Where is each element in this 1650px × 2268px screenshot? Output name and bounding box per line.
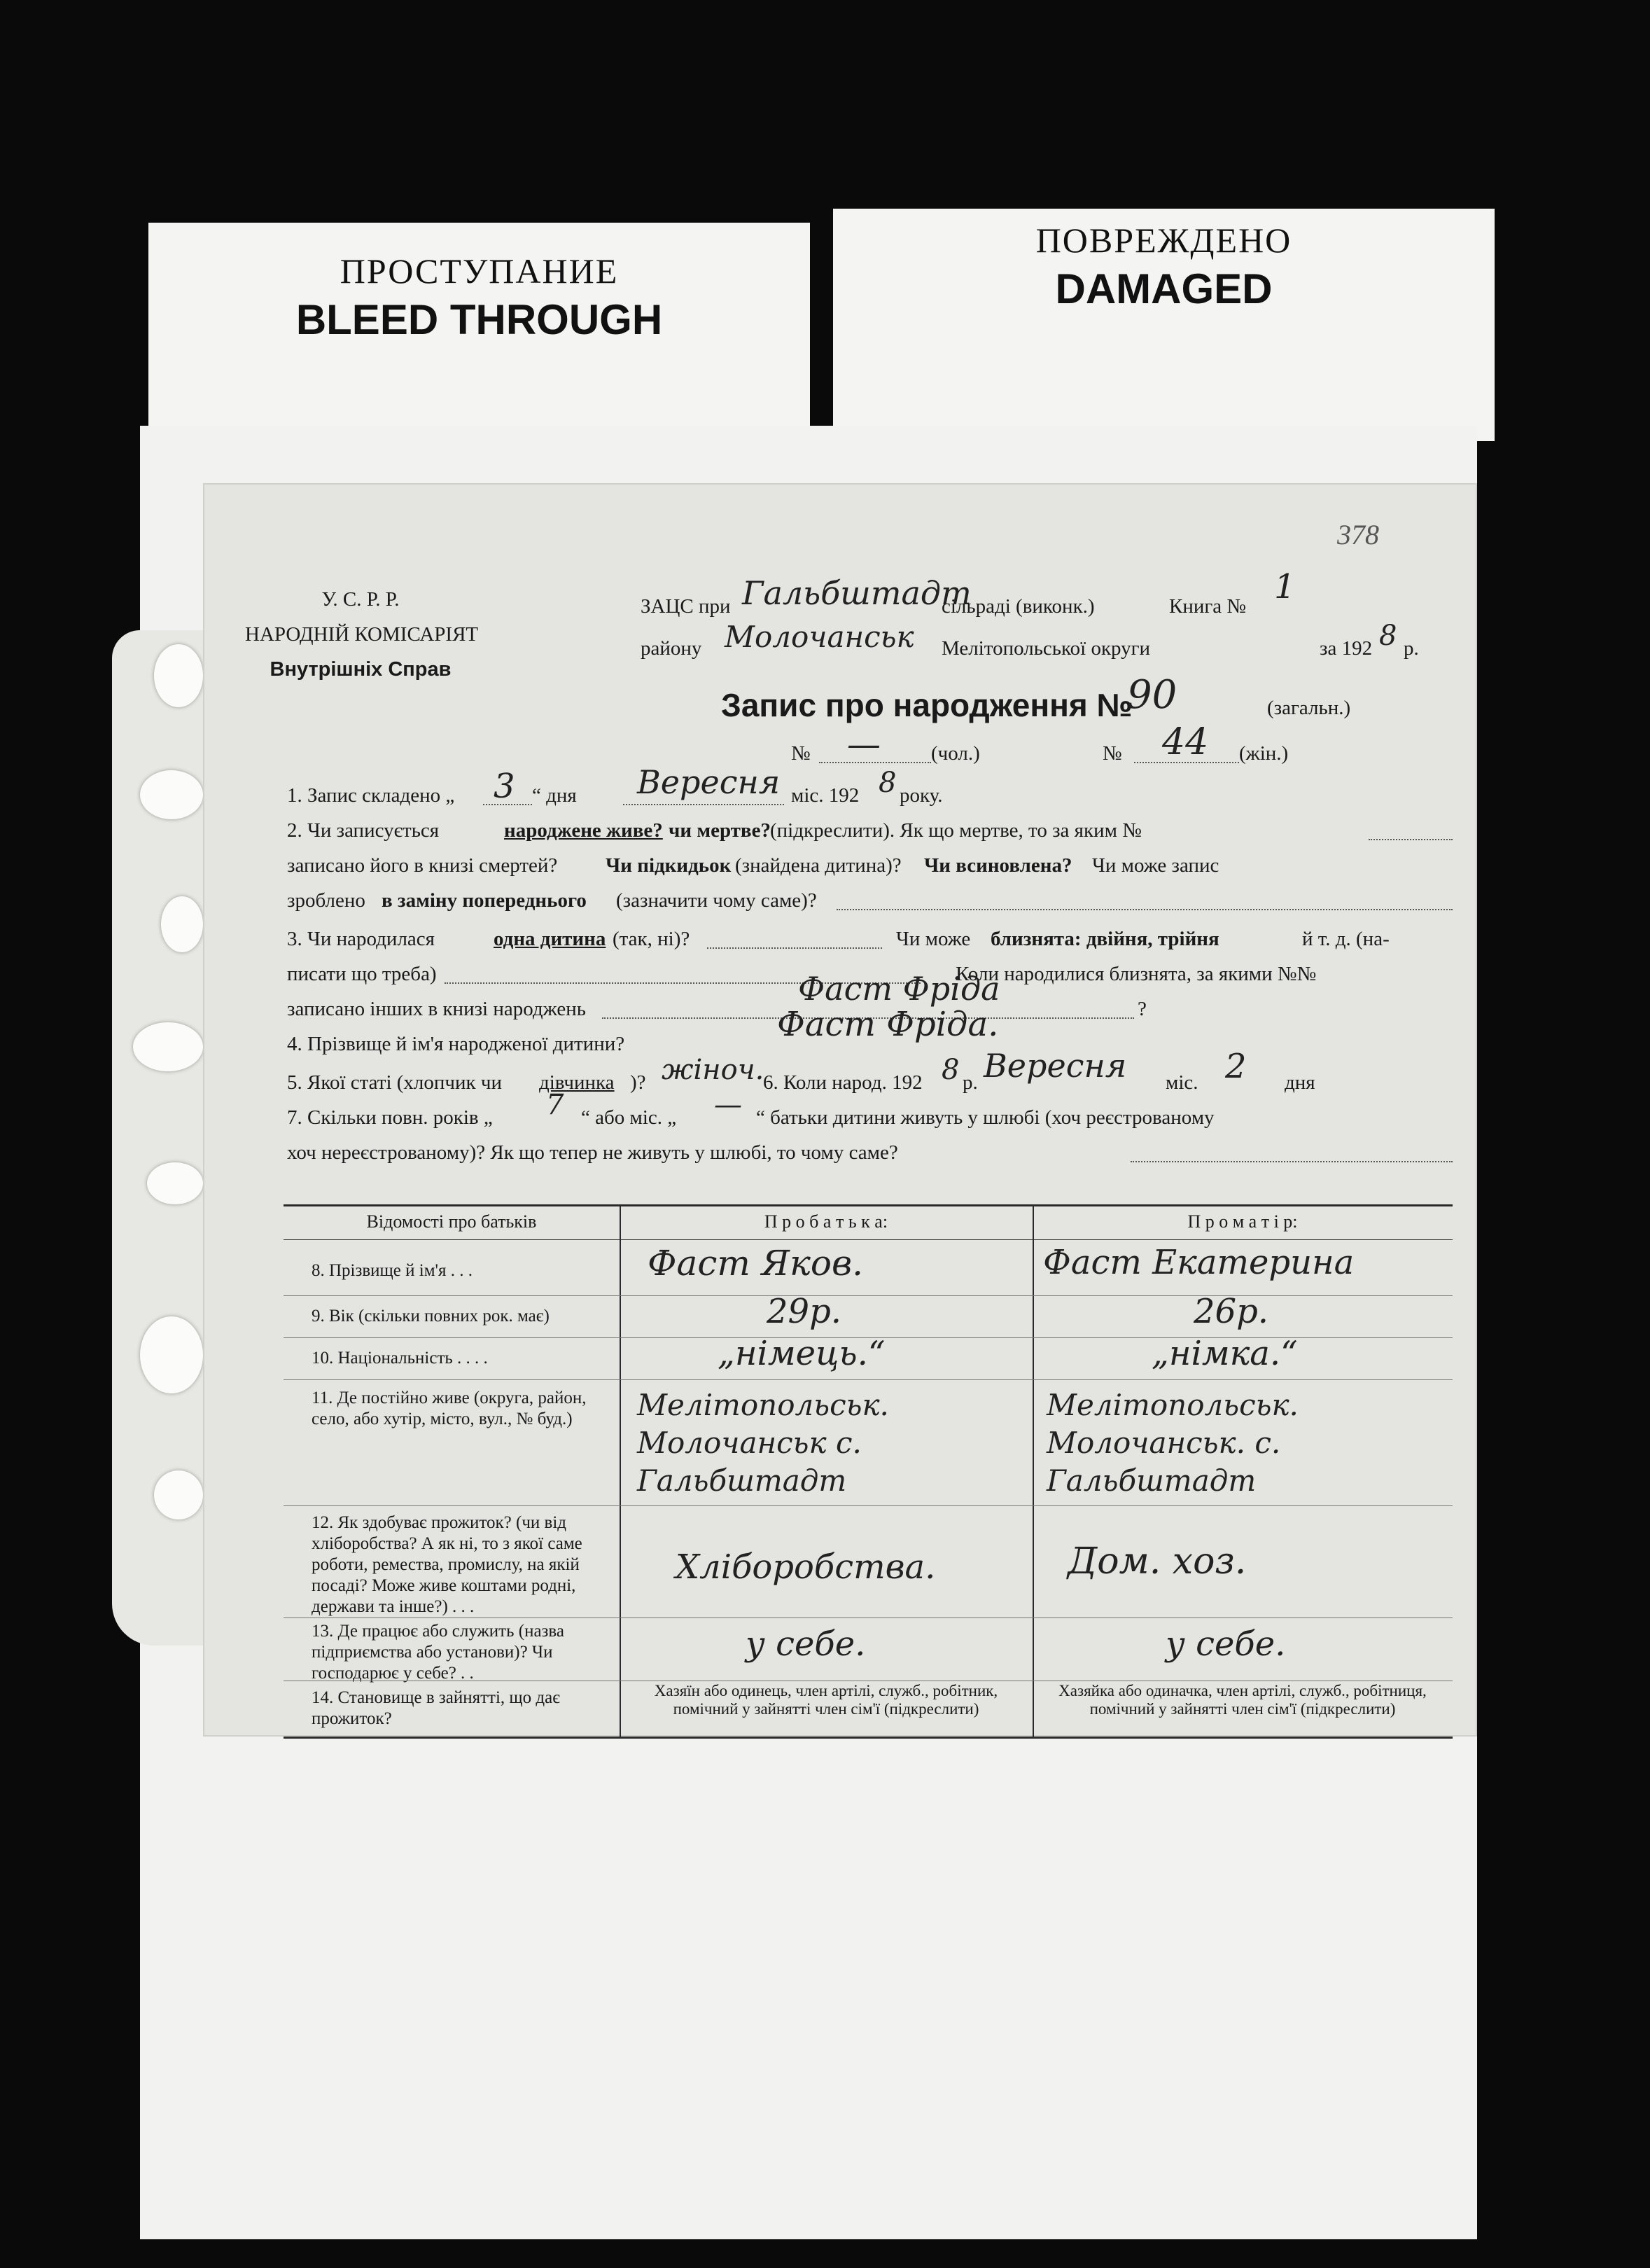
year-handwritten: 8	[1379, 620, 1397, 652]
single-child-option: одна дитина	[494, 928, 606, 950]
male-no-label: №	[791, 742, 811, 765]
bleed-through-label-en: BLEED THROUGH	[295, 296, 663, 343]
line10-text-c: “ батьки дитини живуть у шлюбі (хоч реєстрованому	[756, 1106, 1215, 1129]
male-number-handwritten: —	[847, 725, 881, 764]
mother-livelihood-handwritten: Дом. хоз.	[1068, 1540, 1247, 1582]
line5-text-a: 3. Чи народилася	[287, 928, 435, 950]
damaged-label-en: DAMAGED	[1055, 265, 1273, 312]
father-livelihood-handwritten: Хліборобства.	[676, 1547, 936, 1587]
row-workplace-label: 13. Де працює або служить (назва підприємства або установи)? Чи господарює у себе? . .	[312, 1622, 564, 1683]
record-title: Запис про народження №	[721, 687, 1133, 723]
line9-text-d: 6. Коли народ. 192	[763, 1071, 923, 1094]
line5-text-c: (так, ні)?	[613, 928, 690, 950]
line1-text-d: року.	[900, 784, 943, 807]
birth-month-handwritten: Вересня	[984, 1047, 1127, 1085]
adopted-option: Чи всиновлена?	[924, 854, 1072, 877]
mother-status-options: Хазяйка або одиначка, член артілі, служб., робітниця, помічний у зайнятті член сім'ї (підкреслити)	[1058, 1682, 1427, 1718]
marriage-years-handwritten: 7	[546, 1089, 564, 1121]
row-nationality-label: 10. Національність . . . .	[312, 1349, 488, 1368]
father-workplace-handwritten: у себе.	[746, 1625, 866, 1664]
line7-end: ?	[1138, 998, 1147, 1020]
row-status-label: 14. Становище в зайнятті, що дає прожиток?	[312, 1688, 560, 1728]
row-residence-label: 11. Де постійно живе (округа, район, село, або хутір, місто, вул., № буд.)	[312, 1389, 587, 1428]
mother-name-handwritten: Фаст Екатерина	[1043, 1243, 1355, 1282]
line1-text-c: міс. 192	[791, 784, 860, 807]
council-label: сільраді (виконк.)	[942, 595, 1095, 618]
line7-text-a: записано інших в книзі народжень	[287, 998, 586, 1020]
table-header-parents: Відомості про батьків	[366, 1211, 537, 1232]
district-label: району	[641, 637, 702, 660]
damaged-label-ru: ПОВРЕЖДЕНО	[1035, 221, 1292, 260]
line10-text-b: “ або міс. „	[581, 1106, 677, 1129]
foundling-option: Чи підкидьок	[606, 854, 732, 877]
mother-workplace-handwritten: у себе.	[1166, 1625, 1286, 1664]
twins-option: близнята: двійня, трійня	[991, 928, 1219, 950]
father-status-options: Хазяїн або одинець, член артілі, служб., робітник, помічний у зайнятті член сім'ї (підкреслити)	[654, 1682, 998, 1718]
line3-text-c: (знайдена дитина)?	[735, 854, 902, 877]
record-month-handwritten: Вересня	[637, 763, 781, 801]
line6-text-b: Коли народилися близнята, за якими №№	[956, 963, 1317, 985]
female-number-handwritten: 44	[1162, 721, 1209, 763]
father-nationality-handwritten: „німець.“	[718, 1334, 886, 1373]
birth-record-form	[203, 483, 1477, 1737]
line3-text-a: записано його в книзі смертей?	[287, 854, 558, 877]
year-label: за 192	[1320, 637, 1373, 660]
female-label: (жін.)	[1239, 742, 1289, 765]
line11-text-a: хоч нереєстрованому)? Як що тепер не живуть у шлюбі, то чому саме?	[287, 1141, 898, 1164]
row-name-label: 8. Прізвище й ім'я . . .	[312, 1261, 473, 1280]
line5-text-f: й т. д. (на-	[1302, 928, 1390, 950]
line2-text-a: 2. Чи записується	[287, 819, 440, 842]
general-label: (загальн.)	[1267, 697, 1351, 719]
line6-text-a: писати що треба)	[287, 963, 437, 985]
mother-nationality-handwritten: „німка.“	[1152, 1334, 1298, 1373]
book-number-handwritten: 1	[1274, 567, 1296, 606]
book-label: Книга №	[1169, 595, 1247, 618]
line9-text-e: р.	[963, 1071, 978, 1094]
line5-text-d: Чи може	[896, 928, 971, 950]
born-dead-option: чи мертве?	[669, 819, 771, 842]
birth-day-handwritten: 2	[1225, 1047, 1247, 1086]
damaged-card	[833, 209, 1495, 441]
twins-ref-handwritten: Фаст Фріда	[798, 970, 1000, 1008]
year-suffix: р.	[1404, 637, 1419, 660]
child-name-handwritten: Фаст Фріда.	[777, 1005, 999, 1044]
replacement-option: в заміну попереднього	[382, 889, 587, 912]
child-name-label: 4. Прізвище й ім'я народженої дитини?	[287, 1033, 625, 1055]
marriage-months-handwritten: —	[714, 1089, 742, 1121]
table-header-mother: П р о м а т і р:	[1187, 1211, 1298, 1232]
internal-affairs-label: Внутрішніх Справ	[270, 658, 452, 681]
line9-text-g: дня	[1285, 1071, 1315, 1094]
girl-option: дівчинка	[539, 1071, 615, 1094]
line2-text-d: (підкреслити). Як що мертве, то за яким №	[770, 819, 1142, 842]
female-no-label: №	[1103, 742, 1122, 765]
line9-text-a: 5. Якої статі (хлопчик чи	[287, 1071, 502, 1094]
bleed-through-label-ru: ПРОСТУПАНИЕ	[340, 251, 619, 291]
table-header-father: П р о б а т ь к а:	[764, 1211, 888, 1232]
line9-text-f: міс.	[1166, 1071, 1198, 1094]
child-sex-handwritten: жіноч.	[662, 1054, 764, 1086]
row-age-label: 9. Вік (скільки повних рок. має)	[312, 1307, 550, 1326]
corner-number: 378	[1337, 519, 1379, 550]
zags-prefix: ЗАЦС при	[641, 595, 731, 618]
ussr-label: У. С. Р. Р.	[321, 588, 400, 611]
record-year-handwritten: 8	[879, 767, 897, 799]
record-number-handwritten: 90	[1127, 672, 1177, 718]
father-residence-handwritten: Мелітопольськ. Молочанськ с. Гальбштадт	[637, 1388, 889, 1498]
birth-year-handwritten: 8	[942, 1054, 960, 1086]
bleed-through-card	[148, 223, 810, 441]
parents-table	[284, 1204, 1453, 1737]
father-age-handwritten: 29р.	[767, 1292, 842, 1331]
line3-text-e: Чи може запис	[1092, 854, 1219, 877]
line10-text-a: 7. Скільки повн. років „	[287, 1106, 493, 1129]
row-livelihood-label: 12. Як здобуває прожиток? (чи від хліборобства? А як ні, то з якої саме роботи, ремества, промислу, на якій посаді? Може живе коштами родні, держави та інше?) . . .	[312, 1513, 582, 1616]
record-day-handwritten: 3	[494, 767, 515, 806]
commissariat-label: НАРОДНІЙ КОМІСАРІЯТ	[245, 623, 479, 646]
line9-text-c: )?	[630, 1071, 646, 1094]
male-label: (чол.)	[931, 742, 980, 765]
village-handwritten: Гальбштадт	[742, 574, 972, 612]
mother-residence-handwritten: Мелітопольськ. Молочанськ. с. Гальбштадт	[1047, 1388, 1299, 1498]
line1-text-a: 1. Запис складено „	[287, 784, 455, 807]
line1-text-b: “ дня	[532, 784, 577, 807]
mother-age-handwritten: 26р.	[1194, 1292, 1269, 1331]
okrug-label: Мелітопольської округи	[942, 637, 1151, 660]
born-alive-option: народжене живе?	[504, 819, 663, 842]
district-handwritten: Молочанськ	[725, 620, 914, 654]
line4-text-c: (зазначити чому саме)?	[616, 889, 817, 912]
line4-text-a: зроблено	[287, 889, 365, 912]
father-name-handwritten: Фаст Яков.	[648, 1243, 863, 1283]
